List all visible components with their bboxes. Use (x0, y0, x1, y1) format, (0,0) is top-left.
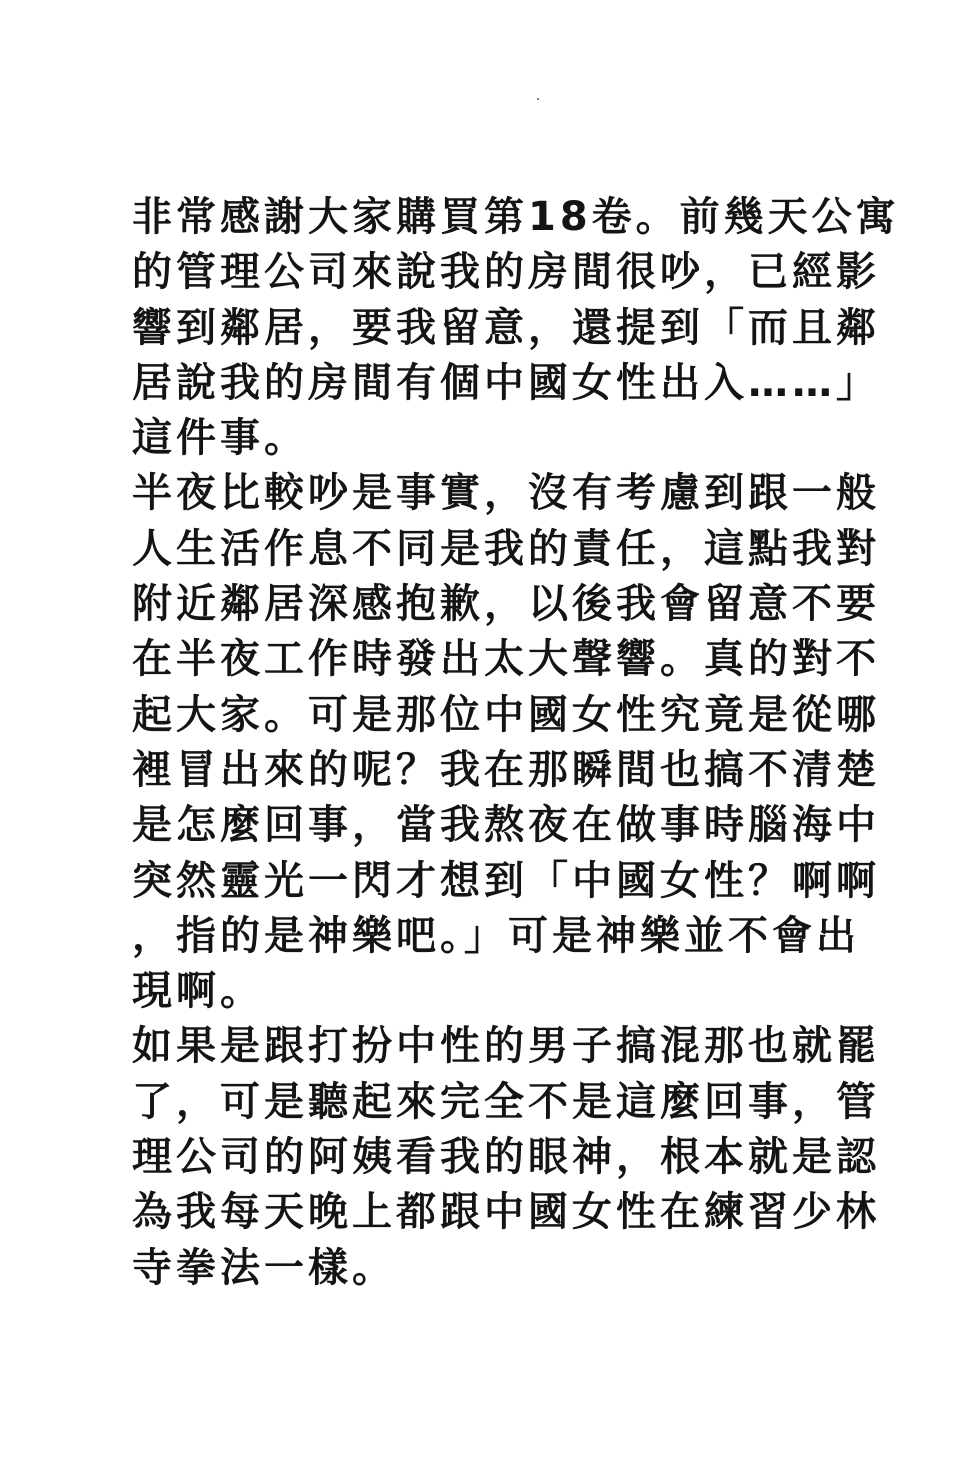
text-line: 突然靈光一閃才想到「中國女性？啊啊 (132, 857, 880, 904)
text-line: 了，可是聽起來完全不是這麼回事，管 (132, 1078, 880, 1125)
text-line: ，指的是神樂吧。」可是神樂並不會出 (132, 912, 860, 959)
text-line: 響到鄰居，要我留意，還提到「而且鄰 (132, 304, 880, 351)
text-line: 這件事。 (132, 415, 308, 462)
text-line: 為我每天晚上都跟中國女性在練習少林 (132, 1189, 880, 1236)
text-line: 在半夜工作時發出太大聲響。真的對不 (132, 636, 880, 683)
text-line: 是怎麼回事，當我熬夜在做事時腦海中 (132, 802, 880, 849)
text-line: 附近鄰居深感抱歉，以後我會留意不要 (132, 581, 880, 628)
text-line: 非常感謝大家購買第18卷。前幾天公寓 (132, 194, 900, 240)
text-line: 裡冒出來的呢？我在那瞬間也搞不清楚 (132, 746, 880, 793)
text-line: 理公司的阿姨看我的眼神，根本就是認 (132, 1134, 880, 1181)
text-line: 起大家。可是那位中國女性究竟是從哪 (132, 691, 880, 738)
text-line: 人生活作息不同是我的責任，這點我對 (132, 525, 880, 572)
text-line: 寺拳法一樣。 (132, 1244, 396, 1291)
text-line: 的管理公司來說我的房間很吵，已經影 (132, 249, 880, 296)
text-line: 居說我的房間有個中國女性出入……」 (132, 359, 880, 406)
text-line: 現啊。 (132, 968, 264, 1015)
afterword-text (132, 190, 900, 1296)
text-line: 如果是跟打扮中性的男子搞混那也就罷 (132, 1023, 880, 1070)
page-speck (537, 98, 539, 100)
text-line: 半夜比較吵是事實，沒有考慮到跟一般 (132, 470, 880, 517)
